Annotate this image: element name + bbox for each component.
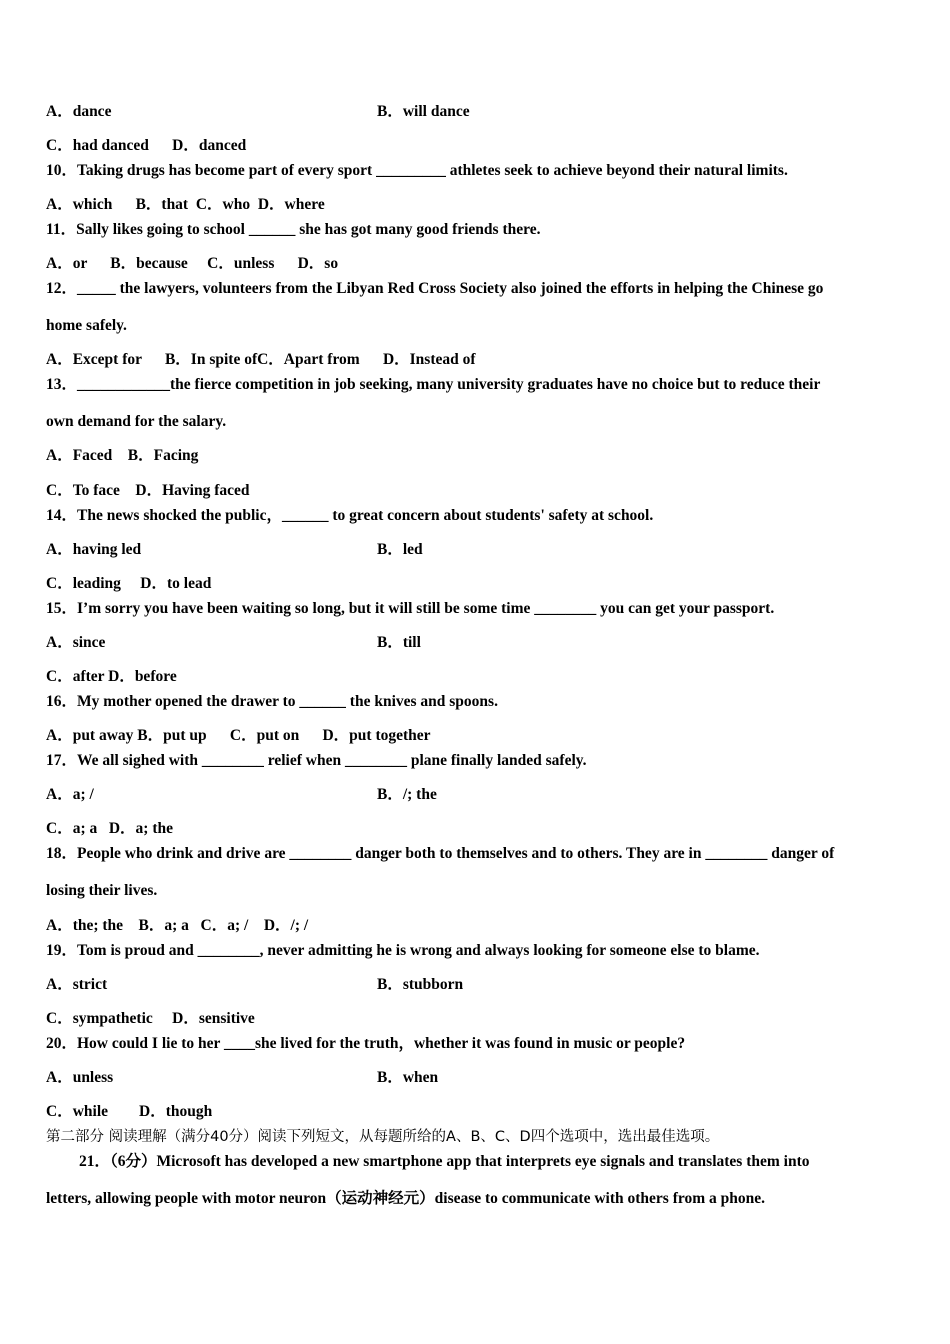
q15-option-b: B．till bbox=[377, 634, 421, 651]
q17-stem: 17．We all sighed with ________ relief when ________ plane finally landed safely. bbox=[46, 752, 587, 769]
q16-options: A．put away B．put up C．put on D．put together bbox=[46, 727, 431, 744]
q14-options-cd: C．leading D．to lead bbox=[46, 575, 212, 592]
q21-stem-line2: letters, allowing people with motor neuron（运动神经元）disease to communicate with others from a phone. bbox=[46, 1190, 765, 1207]
q14-stem: 14．The news shocked the public，______ to great concern about students' safety at school. bbox=[46, 507, 654, 524]
q13-stem-line1: 13．____________the fierce competition in job seeking, many university graduates have no choice but to reduce their bbox=[46, 376, 821, 393]
q11-stem: 11．Sally likes going to school ______ she has got many good friends there. bbox=[46, 221, 541, 238]
q13-stem-line2: own demand for the salary. bbox=[46, 413, 227, 430]
q12-options: A．Except for B．In spite ofC．Apart from D．Instead of bbox=[46, 351, 476, 368]
q12-stem-line1: 12．_____ the lawyers, volunteers from the Libyan Red Cross Society also joined the efforts in helping the Chinese go bbox=[46, 280, 824, 297]
q13-options-cd: C．To face D．Having faced bbox=[46, 482, 250, 499]
q21-stem-line1: 21．（6分）Microsoft has developed a new smartphone app that interprets eye signals and translates them into bbox=[79, 1153, 810, 1170]
q9-option-b: B．will dance bbox=[377, 103, 470, 120]
q19-options-cd: C．sympathetic D．sensitive bbox=[46, 1010, 255, 1027]
q19-option-a: A．strict bbox=[46, 976, 108, 993]
q12-stem-line2: home safely. bbox=[46, 317, 127, 334]
q20-options-cd: C．while D．though bbox=[46, 1103, 213, 1120]
q16-stem: 16．My mother opened the drawer to ______ the knives and spoons. bbox=[46, 693, 498, 710]
q19-stem: 19．Tom is proud and ________, never admitting he is wrong and always looking for someone else to blame. bbox=[46, 942, 760, 959]
q20-option-a: A．unless bbox=[46, 1069, 114, 1086]
q10-stem: 10．Taking drugs has become part of every sport _________ athletes seek to achieve beyond their natural limits. bbox=[46, 162, 788, 179]
q18-stem-line1: 18．People who drink and drive are ________ danger both to themselves and to others. They are in ________ danger of bbox=[46, 845, 835, 862]
section-heading: 第二部分 阅读理解（满分40分）阅读下列短文，从每题所给的A、B、C、D四个选项中，选出最佳选项。 bbox=[46, 1129, 720, 1145]
q15-option-a: A．since bbox=[46, 634, 106, 651]
q11-options: A．or B．because C．unless D．so bbox=[46, 255, 339, 272]
q9-options-cd: C．had danced D．danced bbox=[46, 137, 247, 154]
q13-options-ab: A．Faced B．Facing bbox=[46, 447, 199, 464]
q14-option-a: A．having led bbox=[46, 541, 142, 558]
q20-stem: 20．How could I lie to her ____she lived for the truth，whether it was found in music or people? bbox=[46, 1035, 686, 1052]
q14-option-b: B．led bbox=[377, 541, 423, 558]
q17-option-a: A．a; / bbox=[46, 786, 94, 803]
q18-stem-line2: losing their lives. bbox=[46, 882, 158, 899]
q20-option-b: B．when bbox=[377, 1069, 439, 1086]
q17-option-b: B．/; the bbox=[377, 786, 437, 803]
q15-stem: 15．I’m sorry you have been waiting so long, but it will still be some time ________ you can get your passport. bbox=[46, 600, 775, 617]
q18-options: A．the; the B．a; a C．a; / D．/; / bbox=[46, 917, 309, 934]
q19-option-b: B．stubborn bbox=[377, 976, 464, 993]
q10-options: A．which B．that C．who D．where bbox=[46, 196, 325, 213]
q9-option-a: A．dance bbox=[46, 103, 112, 120]
q15-options-cd: C．after D．before bbox=[46, 668, 177, 685]
q17-options-cd: C．a; a D．a; the bbox=[46, 820, 173, 837]
